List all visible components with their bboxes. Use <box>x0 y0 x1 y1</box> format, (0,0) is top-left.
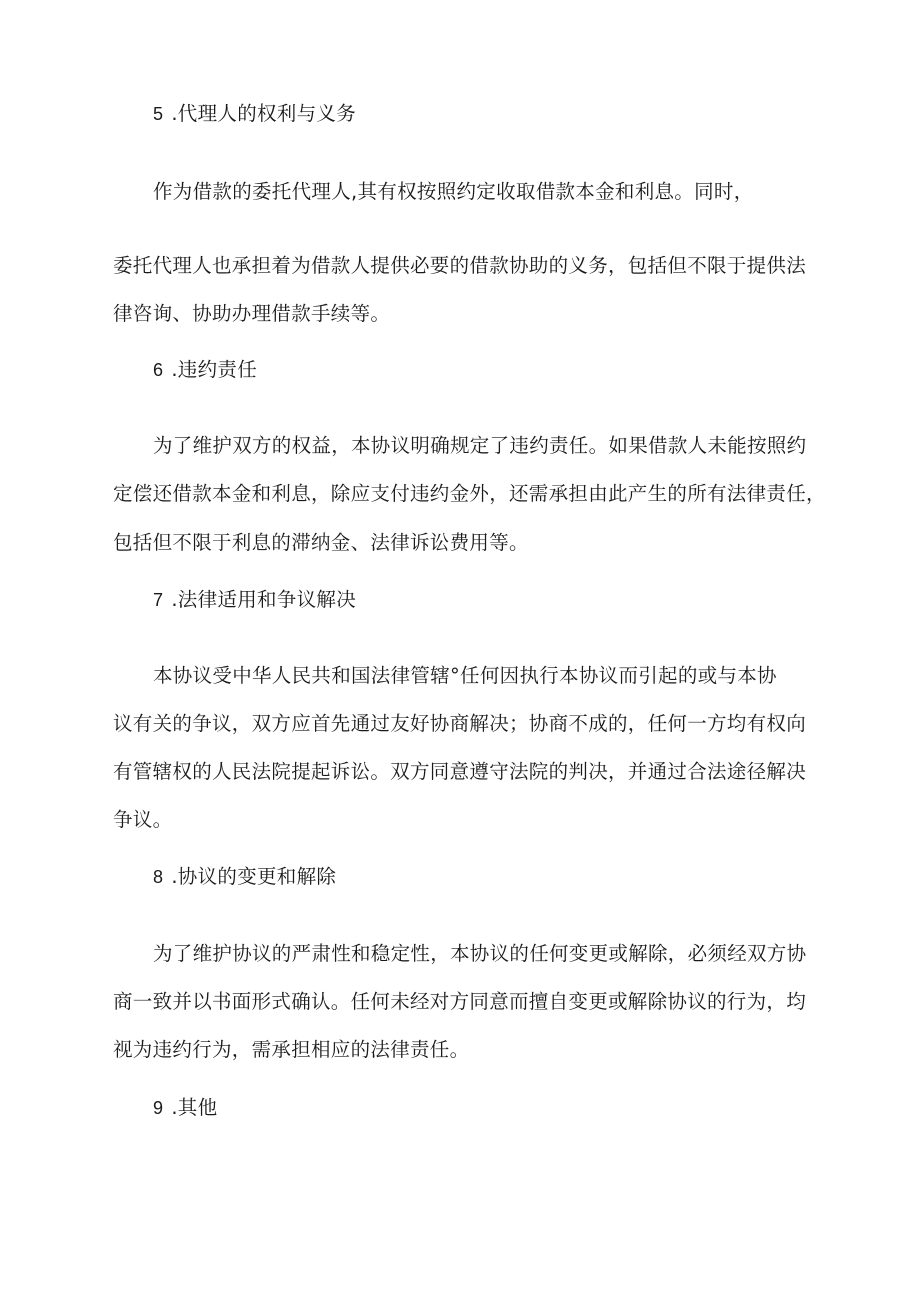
paragraph-line: 议有关的争议，双方应首先通过友好协商解决；协商不成的，任何一方均有权向 <box>113 712 807 735</box>
section-8-heading <box>153 863 336 891</box>
paragraph-line: 定偿还借款本金和利息，除应支付违约金外，还需承担由此产生的所有法律责任， <box>113 482 826 505</box>
section-6-heading <box>153 356 257 384</box>
section-number: 5 <box>153 104 164 124</box>
section-number: 6 <box>153 360 164 380</box>
paragraph-line: 委托代理人也承担着为借款人提供必要的借款协助的义务，包括但不限于提供法 <box>113 254 807 277</box>
section-5-heading <box>153 100 356 128</box>
section-9-heading <box>153 1094 217 1122</box>
paragraph-line: 视为违约行为，需承担相应的法律责任。 <box>113 1038 470 1061</box>
paragraph-line: 有管辖权的人民法院提起诉讼。双方同意遵守法院的判决，并通过合法途径解决 <box>113 760 807 783</box>
paragraph-line: 作为借款的委托代理人,其有权按照约定收取借款本金和利息。同时， <box>153 180 754 203</box>
paragraph-line: 为了维护双方的权益，本协议明确规定了违约责任。如果借款人未能按照约 <box>153 434 807 457</box>
section-title: .代理人的权利与义务 <box>171 102 357 125</box>
section-number: 8 <box>153 867 164 887</box>
section-number: 7 <box>153 590 164 610</box>
section-title: .法律适用和争议解决 <box>171 588 357 611</box>
paragraph-line: 争议。 <box>113 808 173 831</box>
section-title: .其他 <box>171 1096 218 1119</box>
paragraph-line: 律咨询、协助办理借款手续等。 <box>113 302 391 325</box>
section-number: 9 <box>153 1098 164 1118</box>
paragraph-line: 包括但不限于利息的滞纳金、法律诉讼费用等。 <box>113 531 529 554</box>
section-title: .协议的变更和解除 <box>171 865 337 888</box>
paragraph-line: 商一致并以书面形式确认。任何未经对方同意而擅自变更或解除协议的行为，均 <box>113 990 807 1013</box>
paragraph-line: 本协议受中华人民共和国法律管辖°任何因执行本协议而引起的或与本协 <box>153 664 777 687</box>
section-title: .违约责任 <box>171 358 258 381</box>
section-7-heading <box>153 586 356 614</box>
paragraph-line: 为了维护协议的严肃性和稳定性，本协议的任何变更或解除，必须经双方协 <box>153 942 807 965</box>
